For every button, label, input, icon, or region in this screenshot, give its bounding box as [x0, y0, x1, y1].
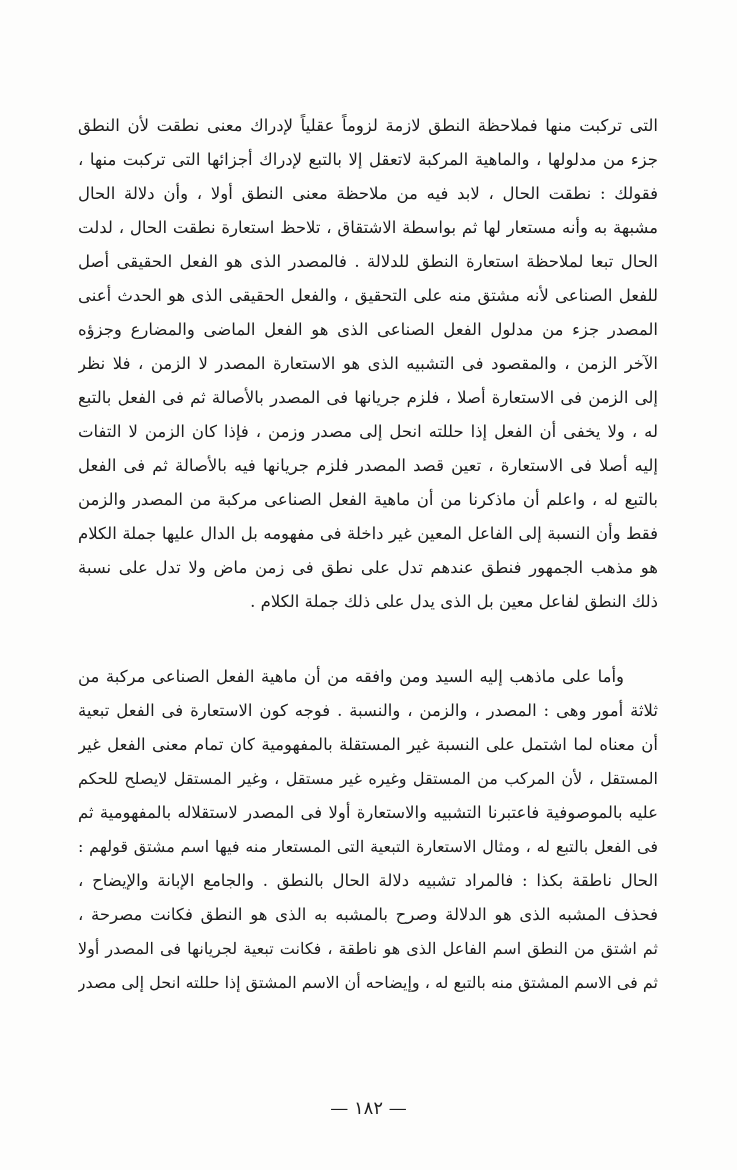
- paragraph-2: [78, 660, 658, 1000]
- text-line: عليه بالموصوفية فاعتبرنا التشبيه والاستعارة أولا فى المصدر لاستقلاله بالمفهومية ثم: [78, 803, 658, 822]
- text-line: ثلاثة أمور وهى : المصدر ، والزمن ، والنسبة . فوجه كون الاستعارة فى الفعل تبعية: [78, 701, 658, 720]
- paragraph-1: [78, 109, 658, 619]
- text-line: إليه أصلا فى الاستعارة ، تعين قصد المصدر فلزم جريانها فيه بالأصالة ثم فى الفعل: [78, 456, 658, 475]
- text-line: المصدر جزء من مدلول الفعل الصناعى الذى هو الفعل الماضى والمضارع وجزؤه: [78, 320, 658, 339]
- text-line: فحذف المشبه الذى هو الدلالة وصرح بالمشبه به الذى هو النطق فكانت مصرحة ،: [78, 905, 658, 924]
- text-line: ذلك النطق لفاعل معين بل الذى يدل على ذلك جملة الكلام .: [250, 592, 658, 611]
- text-line: التى تركبت منها فملاحظة النطق لازمة لزوماً عقلياً لإدراك معنى نطقت لأن النطق: [78, 116, 658, 135]
- text-line: ثم اشتق من النطق اسم الفاعل الذى هو ناطقة ، فكانت تبعية لجريانها فى المصدر أولا: [78, 939, 658, 958]
- text-line: الحال تبعا لملاحظة استعارة النطق للدلالة . فالمصدر الذى هو الفعل الحقيقى أصل: [78, 252, 658, 271]
- text-line: ثم فى الاسم المشتق منه بالتبع له ، وإيضاحه أن الاسم المشتق إذا حللته انحل إلى مصدر: [78, 973, 658, 992]
- text-line: فى الفعل بالتبع له ، ومثال الاستعارة التبعية التى المستعار منه فيها اسم مشتق قولهم :: [78, 837, 658, 856]
- text-line: للفعل الصناعى لأنه مشتق منه على التحقيق ، والفعل الحقيقى الذى هو الحدث أعنى: [78, 286, 658, 305]
- text-line: إلى الزمن فى الاستعارة أصلا ، فلزم جريانها فى المصدر بالأصالة ثم فى الفعل بالتبع: [78, 388, 658, 407]
- text-line: الحال ناطقة بكذا : فالمراد تشبيه دلالة الحال بالنطق . والجامع الإبانة والإيضاح ،: [78, 871, 658, 890]
- text-line: بالتبع له ، واعلم أن ماذكرنا من أن ماهية الفعل الصناعى مركبة من المصدر والزمن: [78, 490, 658, 509]
- text-line: المستقل ، لأن المركب من المستقل وغيره غير مستقل ، وغير المستقل لايصلح للحكم: [78, 769, 658, 788]
- text-line: الآخر الزمن ، والمقصود فى التشبيه الذى هو الاستعارة المصدر لا الزمن ، فلا نظر: [78, 354, 658, 373]
- page-number: — ١٨٢ —: [330, 1098, 407, 1119]
- text-line: هو مذهب الجمهور فنطق عندهم تدل على نطق فى زمن ماض ولا تدل على نسبة: [78, 558, 658, 577]
- text-line: فقط وأن النسبة إلى الفاعل المعين غير داخلة فى مفهومه بل الدال عليها جملة الكلام: [78, 524, 658, 543]
- text-line: أن معناه لما اشتمل على النسبة غير المستقلة بالمفهومية كان تمام معنى الفعل غير: [78, 735, 658, 754]
- text-line: له ، ولا يخفى أن الفعل إذا حللته انحل إلى مصدر وزمن ، فإذا كان الزمن لا التفات: [78, 422, 658, 441]
- text-line: فقولك : نطقت الحال ، لابد فيه من ملاحظة معنى النطق أولا ، وأن دلالة الحال: [78, 184, 658, 203]
- text-line: مشبهة به وأنه مستعار لها ثم بواسطة الاشتقاق ، تلاحظ استعارة نطقت الحال ، لدلت: [78, 218, 658, 237]
- text-line: وأما على ماذهب إليه السيد ومن وافقه من أن ماهية الفعل الصناعى مركبة من: [78, 667, 624, 686]
- text-line: جزء من مدلولها ، والماهية المركبة لاتعقل إلا بالتبع لإدراك أجزائها التى تركبت منها ،: [78, 150, 658, 169]
